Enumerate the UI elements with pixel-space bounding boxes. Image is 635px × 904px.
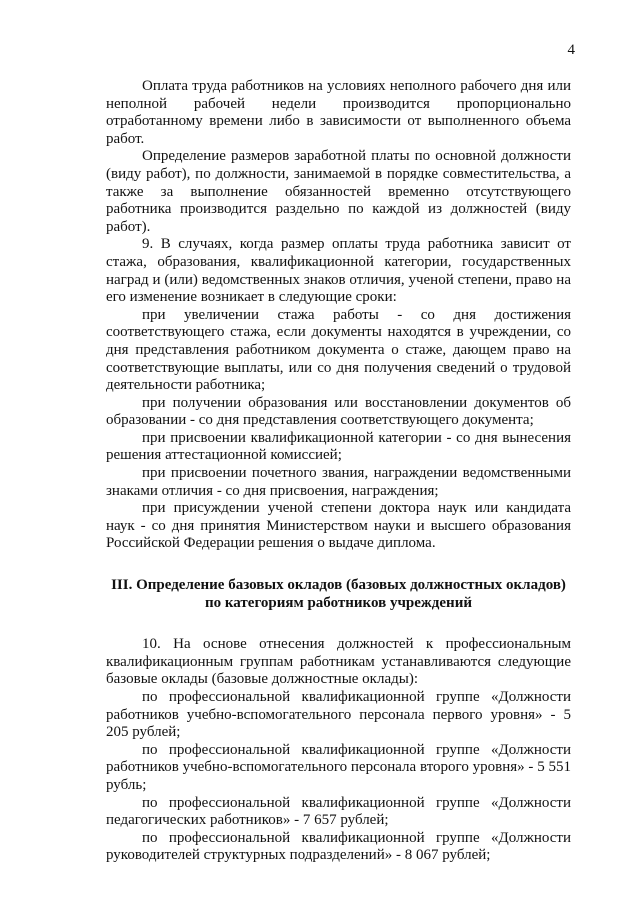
paragraph-clause-10: 10. На основе отнесения должностей к профессиональным квалификационным группам работникам устанавливаются следующие базовые оклады (базовые должностные оклады): — [106, 636, 571, 688]
paragraph-part-time-pay: Оплата труда работников на условиях неполного рабочего дня или неполной рабочей недели производится пропорционально отработанному времени либо в зависимости от выполненного объема работ. — [106, 78, 571, 147]
paragraph-salary-second-level: по профессиональной квалификационной группе «Должности работников учебно-вспомогательного персонала второго уровня» - 5 551 рубль; — [106, 741, 571, 793]
paragraph-salary-heads-of-units: по профессиональной квалификационной группе «Должности руководителей структурных подразделений» - 8 067 рублей; — [106, 829, 571, 864]
paragraph-seniority-increase: при увеличении стажа работы - со дня достижения соответствующего стажа, если документы находятся в учреждении, со дня представления работником документа о стаже, дающем право на соответствующие выплаты, или со дня получения сведений о трудовой деятельности работника; — [106, 306, 571, 394]
paragraph-clause-9: 9. В случаях, когда размер оплаты труда работника зависит от стажа, образования, квалификационной категории, государственных наград и (или) ведомственных знаков отличия, ученой степени, право на его изменение возникает в следующие сроки: — [106, 236, 571, 306]
section-heading-line-2: по категориям работников учреждений — [205, 594, 472, 611]
paragraph-honorary-title: при присвоении почетного звания, награждении ведомственными знаками отличия - со дня присвоения, награждения; — [106, 465, 571, 499]
paragraph-salary-pedagogical: по профессиональной квалификационной группе «Должности педагогических работников» - 7 657 рублей; — [106, 794, 571, 829]
document-body — [106, 78, 571, 865]
section-heading — [106, 577, 571, 612]
page-number: 4 — [567, 42, 575, 58]
paragraph-separate-pay-calculation: Определение размеров заработной платы по основной должности (виду работ), по должности, занимаемой в порядке совместительства, а также за выполнение обязанностей временно отсутствующего работника производится раздельно по каждой из должностей (виду работ). — [106, 148, 571, 235]
paragraph-qualification-category: при присвоении квалификационной категории - со дня вынесения решения аттестационной комиссией; — [106, 429, 571, 464]
section-heading-line-1: III. Определение базовых окладов (базовых должностных окладов) — [111, 577, 566, 594]
paragraph-salary-first-level: по профессиональной квалификационной группе «Должности работников учебно-вспомогательного персонала первого уровня» - 5 205 рублей; — [106, 689, 571, 741]
paragraph-academic-degree: при присуждении ученой степени доктора наук или кандидата наук - со дня принятия Министерством науки и высшего образования Российской Федерации решения о выдаче диплома. — [106, 500, 571, 552]
paragraph-education: при получении образования или восстановлении документов об образовании - со дня представления соответствующего документа; — [106, 394, 571, 429]
